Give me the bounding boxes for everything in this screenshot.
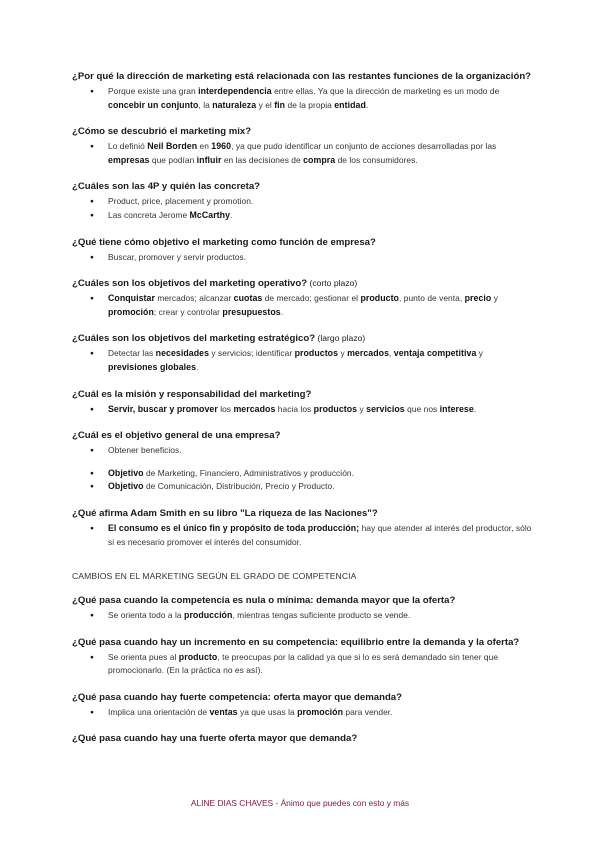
answer-item: ● Obtener beneficios. xyxy=(72,444,532,458)
qa-section xyxy=(72,70,532,112)
answer-list xyxy=(72,403,532,417)
qa-section xyxy=(72,125,532,167)
bold-term: interese xyxy=(439,403,474,414)
bold-term: ventaja competitiva xyxy=(393,348,477,359)
answer-list xyxy=(72,651,532,678)
qa-section xyxy=(72,636,532,678)
bold-term: empresas xyxy=(108,154,150,165)
answer-item: ● Conquistar mercados; alcanzar cuotas de mercado; gestionar el producto, punto de venta, precio y promoción; crear y controlar presupuestos. xyxy=(72,292,532,319)
qa-section xyxy=(72,388,532,417)
bold-term: Objetivo xyxy=(108,467,144,478)
answer-list xyxy=(72,609,532,623)
question-heading: ¿Cómo se descubrió el marketing mix? xyxy=(72,126,252,138)
question-heading: ¿Qué pasa cuando hay un incremento en su competencia: equilibrio entre la demanda y la oferta? xyxy=(72,636,520,648)
question-heading: ¿Qué afirma Adam Smith en su libro "La riqueza de las Naciones"? xyxy=(72,507,378,519)
answer-list xyxy=(72,347,532,374)
answer-list xyxy=(72,85,532,112)
qa-section xyxy=(72,594,532,623)
bold-term: necesidades xyxy=(155,348,210,359)
answer-item: ● Objetivo de Marketing, Financiero, Administrativos y producción. xyxy=(72,467,532,481)
bold-term: producto xyxy=(178,651,218,662)
bold-term: Servir, buscar y promover xyxy=(108,403,218,414)
bold-term: Neil Borden xyxy=(147,141,198,152)
question-heading: ¿Por qué la dirección de marketing está relacionada con las restantes funciones de la organización? xyxy=(72,71,532,82)
question-heading: ¿Cuál es la misión y responsabilidad del marketing? xyxy=(72,388,312,400)
page-footer: ALINE DIAS CHAVES - Ánimo que puedes con esto y más xyxy=(190,798,410,808)
bold-term: El consumo es el único fin y propósito de toda producción; xyxy=(108,522,360,533)
answer-list xyxy=(72,251,532,265)
qa-section xyxy=(72,332,532,374)
qa-section xyxy=(72,277,532,319)
bold-term: producción xyxy=(184,610,233,621)
qa-section xyxy=(72,732,532,745)
qa-section xyxy=(72,180,532,222)
question-heading: ¿Cuál es el objetivo general de una empresa? xyxy=(72,430,281,442)
answer-item: ● Se orienta pues al producto, te preocupas por la calidad ya que si lo es será demandado sin tener que promocionarlo. (En la práctica no es así). xyxy=(72,651,532,678)
answer-list xyxy=(72,140,532,167)
answer-list xyxy=(72,706,532,720)
bold-term: mercados xyxy=(347,348,390,359)
section-heading: CAMBIOS EN EL MARKETING SEGÚN EL GRADO DE COMPETENCIA xyxy=(72,571,357,582)
answer-list xyxy=(72,444,532,494)
bold-term: Objetivo xyxy=(108,481,144,492)
bold-term: presupuestos xyxy=(222,306,281,317)
bold-term: promoción xyxy=(108,306,154,317)
bold-term: compra xyxy=(303,154,336,165)
bold-term: Conquistar xyxy=(108,293,155,304)
question-heading: ¿Qué tiene cómo objetivo el marketing como función de empresa? xyxy=(72,236,376,248)
bold-term: productos xyxy=(294,348,339,359)
bold-term: interdependencia xyxy=(198,86,272,96)
question-heading: ¿Cuáles son las 4P y quién las concreta? xyxy=(72,181,261,193)
bold-term: McCarthy xyxy=(189,209,231,220)
answer-item: ● Detectar las necesidades y servicios; identificar productos y mercados, ventaja competitiva y previsiones globales. xyxy=(72,347,532,374)
qa-section xyxy=(72,429,532,494)
bold-term: cuotas xyxy=(233,293,263,304)
qa-section xyxy=(72,507,532,549)
qa-section xyxy=(72,691,532,720)
bold-term: promoción xyxy=(297,706,344,717)
answer-item: ● Buscar, promover y servir productos. xyxy=(72,251,532,265)
question-note: (largo plazo) xyxy=(315,333,366,344)
bold-term: influir xyxy=(196,154,222,165)
answer-item: ● Las concreta Jerome McCarthy. xyxy=(72,209,532,223)
bold-term: precio xyxy=(464,293,492,304)
bold-term: entidad xyxy=(334,99,366,110)
bold-term: concebir un conjunto xyxy=(108,99,199,110)
question-heading: ¿Qué pasa cuando hay fuerte competencia: oferta mayor que demanda? xyxy=(72,691,403,703)
bold-term: mercados xyxy=(233,403,276,414)
answer-item: ● El consumo es el único fin y propósito de toda producción; hay que atender al interés del productor, sólo si es necesario promover el interés del consumidor. xyxy=(72,522,532,549)
question-heading: ¿Qué pasa cuando hay una fuerte oferta mayor que demanda? xyxy=(72,733,358,745)
question-heading: ¿Qué pasa cuando la competencia es nula o mínima: demanda mayor que la oferta? xyxy=(72,595,456,607)
answer-item: ● Objetivo de Comunicación, Distribución, Precio y Producto. xyxy=(72,480,532,494)
answer-item: ● Se orienta todo a la producción, mientras tengas suficiente producto se vende. xyxy=(72,609,532,623)
answer-list xyxy=(72,195,532,222)
bold-term: ventas xyxy=(209,706,238,717)
bold-term: servicios xyxy=(366,403,405,414)
bold-term: previsiones globales xyxy=(108,361,197,372)
question-heading: ¿Cuáles son los objetivos del marketing estratégico? (largo plazo) xyxy=(72,333,366,345)
bold-term: producto xyxy=(360,293,399,304)
answer-item: ● Lo definió Neil Borden en 1960, ya que pudo identificar un conjunto de acciones desarrolladas por las empresas que podían influir en las decisiones de compra de los consumidores. xyxy=(72,140,532,167)
bold-term: 1960 xyxy=(211,141,232,152)
answer-list xyxy=(72,292,532,319)
document-content xyxy=(72,70,532,758)
qa-section xyxy=(72,236,532,265)
answer-list xyxy=(72,522,532,549)
answer-item: ● Implica una orientación de ventas ya que usas la promoción para vender. xyxy=(72,706,532,720)
bold-term: fin xyxy=(274,99,286,110)
answer-item: ● Product, price, placement y promotion. xyxy=(72,195,532,209)
bold-term: naturaleza xyxy=(212,99,257,110)
question-note: (corto plazo) xyxy=(307,278,358,289)
bold-term: productos xyxy=(313,403,358,414)
answer-item: ● Porque existe una gran interdependencia entre ellas. Ya que la dirección de marketing es un modo de concebir un conjunto, la naturaleza y el fin de la propia entidad. xyxy=(72,85,532,112)
answer-item: ● Servir, buscar y promover los mercados hacia los productos y servicios que nos interese. xyxy=(72,403,532,417)
question-heading: ¿Cuáles son los objetivos del marketing operativo? (corto plazo) xyxy=(72,278,358,290)
